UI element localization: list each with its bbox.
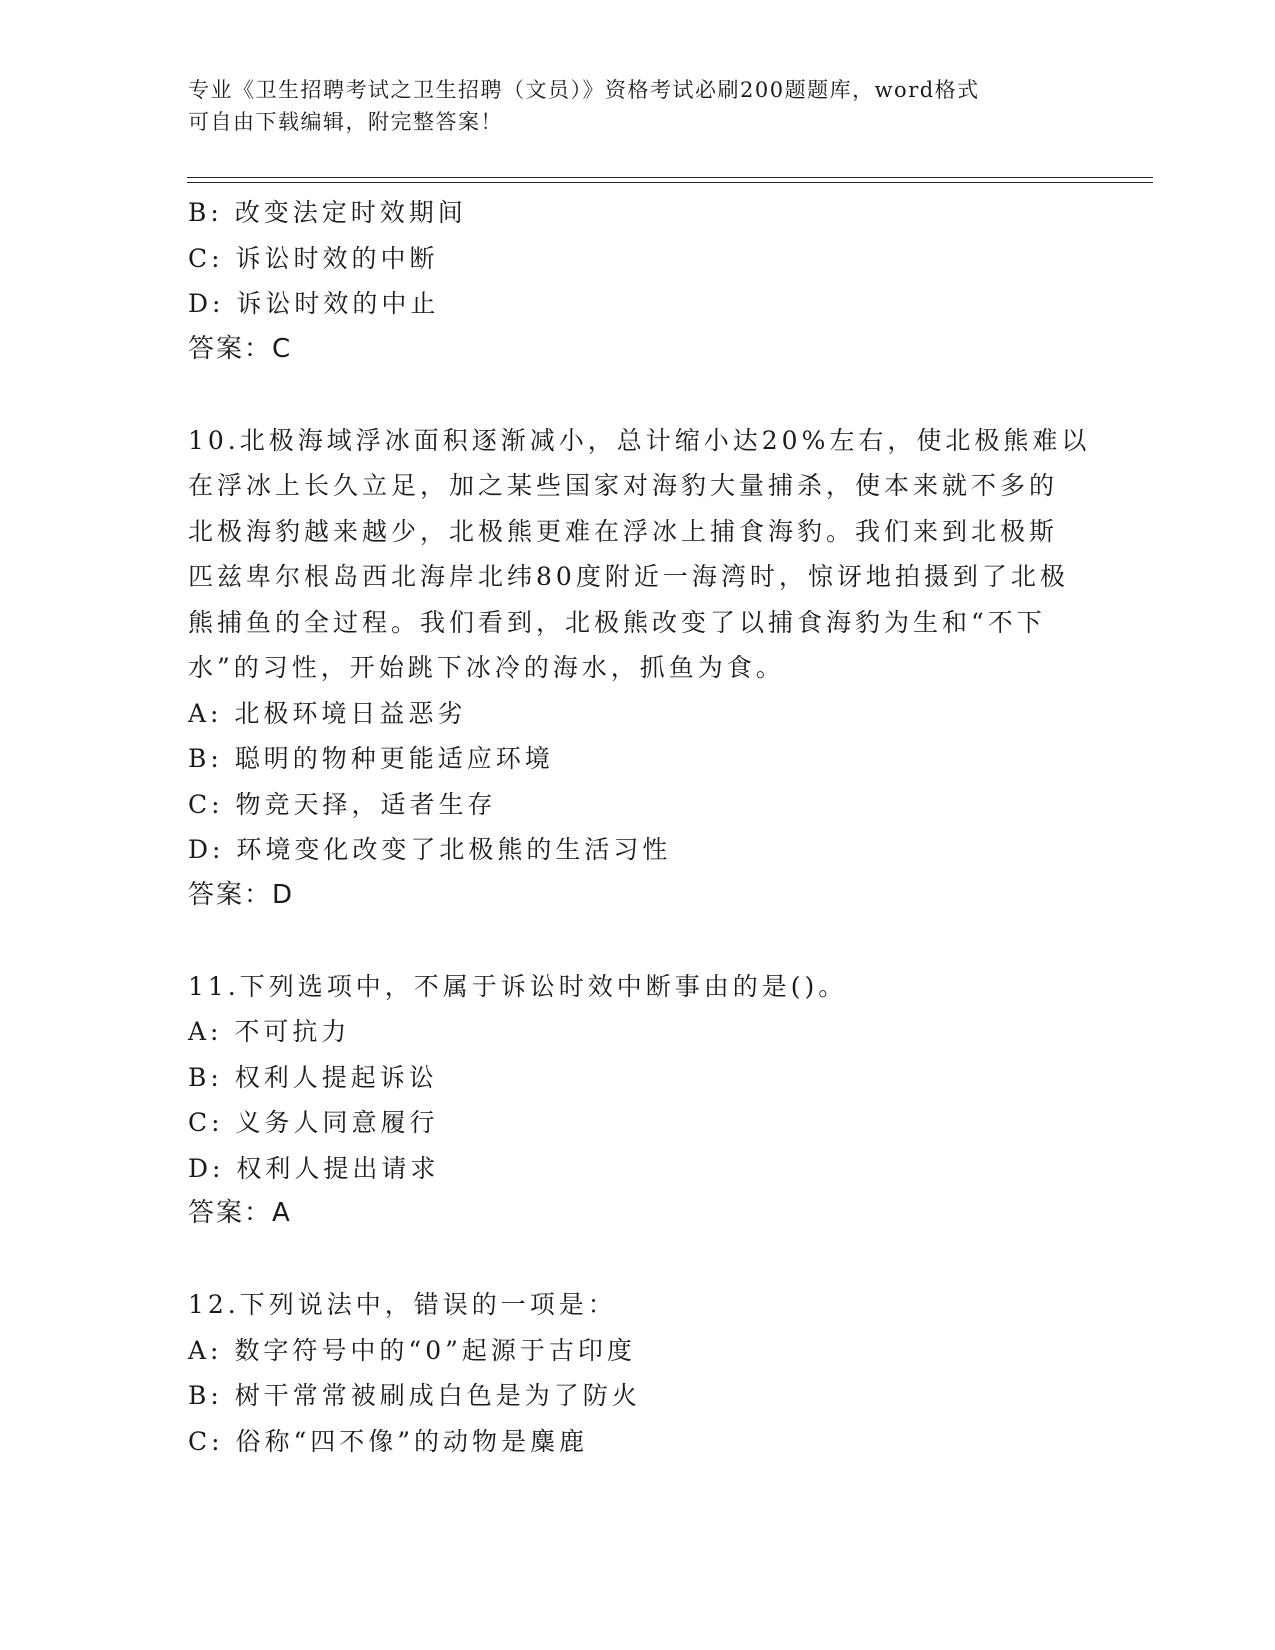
option-c: C: 诉讼时效的中断	[188, 243, 439, 273]
answer: 答案：A	[188, 1198, 292, 1228]
question-stem-line: 北极海豹越来越少，北极熊更难在浮冰上捕食海豹。我们来到北极斯	[188, 516, 1059, 546]
question-11	[188, 964, 1088, 1237]
option-d: D: 权利人提出请求	[188, 1153, 440, 1183]
option-c: C: 义务人同意履行	[188, 1108, 439, 1137]
option-b: B: 聪明的物种更能适应环境	[188, 744, 554, 773]
option-a: A: 北极环境日益恶劣	[188, 698, 467, 728]
question-stem-line: 熊捕鱼的全过程。我们看到，北极熊改变了以捕食海豹为生和“不下	[188, 607, 1046, 637]
question-list	[188, 190, 1091, 1464]
question-12	[188, 1282, 1088, 1464]
option-d: D: 环境变化改变了北极熊的生活习性	[188, 835, 672, 864]
question-stem: 12.下列说法中，错误的一项是：	[188, 1290, 617, 1319]
option-d: D: 诉讼时效的中止	[188, 289, 440, 318]
document-header	[188, 74, 1088, 138]
answer: 答案：C	[188, 333, 293, 364]
question-stem-line: 水”的习性，开始跳下冰冷的海水，抓鱼为食。	[188, 653, 785, 682]
question-stem-line: 在浮冰上长久立足，加之某些国家对海豹大量捕杀，使本来就不多的	[188, 471, 1059, 500]
option-b: B: 树干常常被刷成白色是为了防火	[188, 1381, 641, 1410]
option-a: A: 不可抗力	[188, 1017, 351, 1046]
option-b: B: 改变法定时效期间	[188, 198, 467, 227]
question-stem-line: 匹兹卑尔根岛西北海岸北纬80度附近一海湾时，惊讶地拍摄到了北极	[188, 562, 1069, 591]
spacer	[188, 918, 1088, 964]
question-stem-line: 10.北极海域浮冰面积逐渐减小，总计缩小达20%左右，使北极熊难以	[188, 425, 1091, 455]
question-9	[188, 190, 1088, 372]
spacer	[188, 372, 1088, 418]
spacer	[188, 1237, 1088, 1283]
question-stem: 11.下列选项中，不属于诉讼时效中断事由的是()。	[188, 971, 848, 1001]
question-10	[188, 418, 1091, 919]
option-c: C: 俗称“四不像”的动物是麋鹿	[188, 1426, 589, 1456]
header-line-2: 可自由下载编辑，附完整答案！	[188, 110, 503, 134]
option-b: B: 权利人提起诉讼	[188, 1062, 438, 1092]
answer: 答案：D	[188, 879, 295, 910]
header-divider-top	[187, 177, 1153, 178]
header-divider-bottom	[187, 182, 1153, 183]
header-line-1: 专业《卫生招聘考试之卫生招聘（文员）》资格考试必刷200题题库，word格式	[188, 78, 980, 102]
option-c: C: 物竞天择，适者生存	[188, 789, 497, 819]
option-a: A: 数字符号中的“0”起源于古印度	[188, 1335, 636, 1365]
